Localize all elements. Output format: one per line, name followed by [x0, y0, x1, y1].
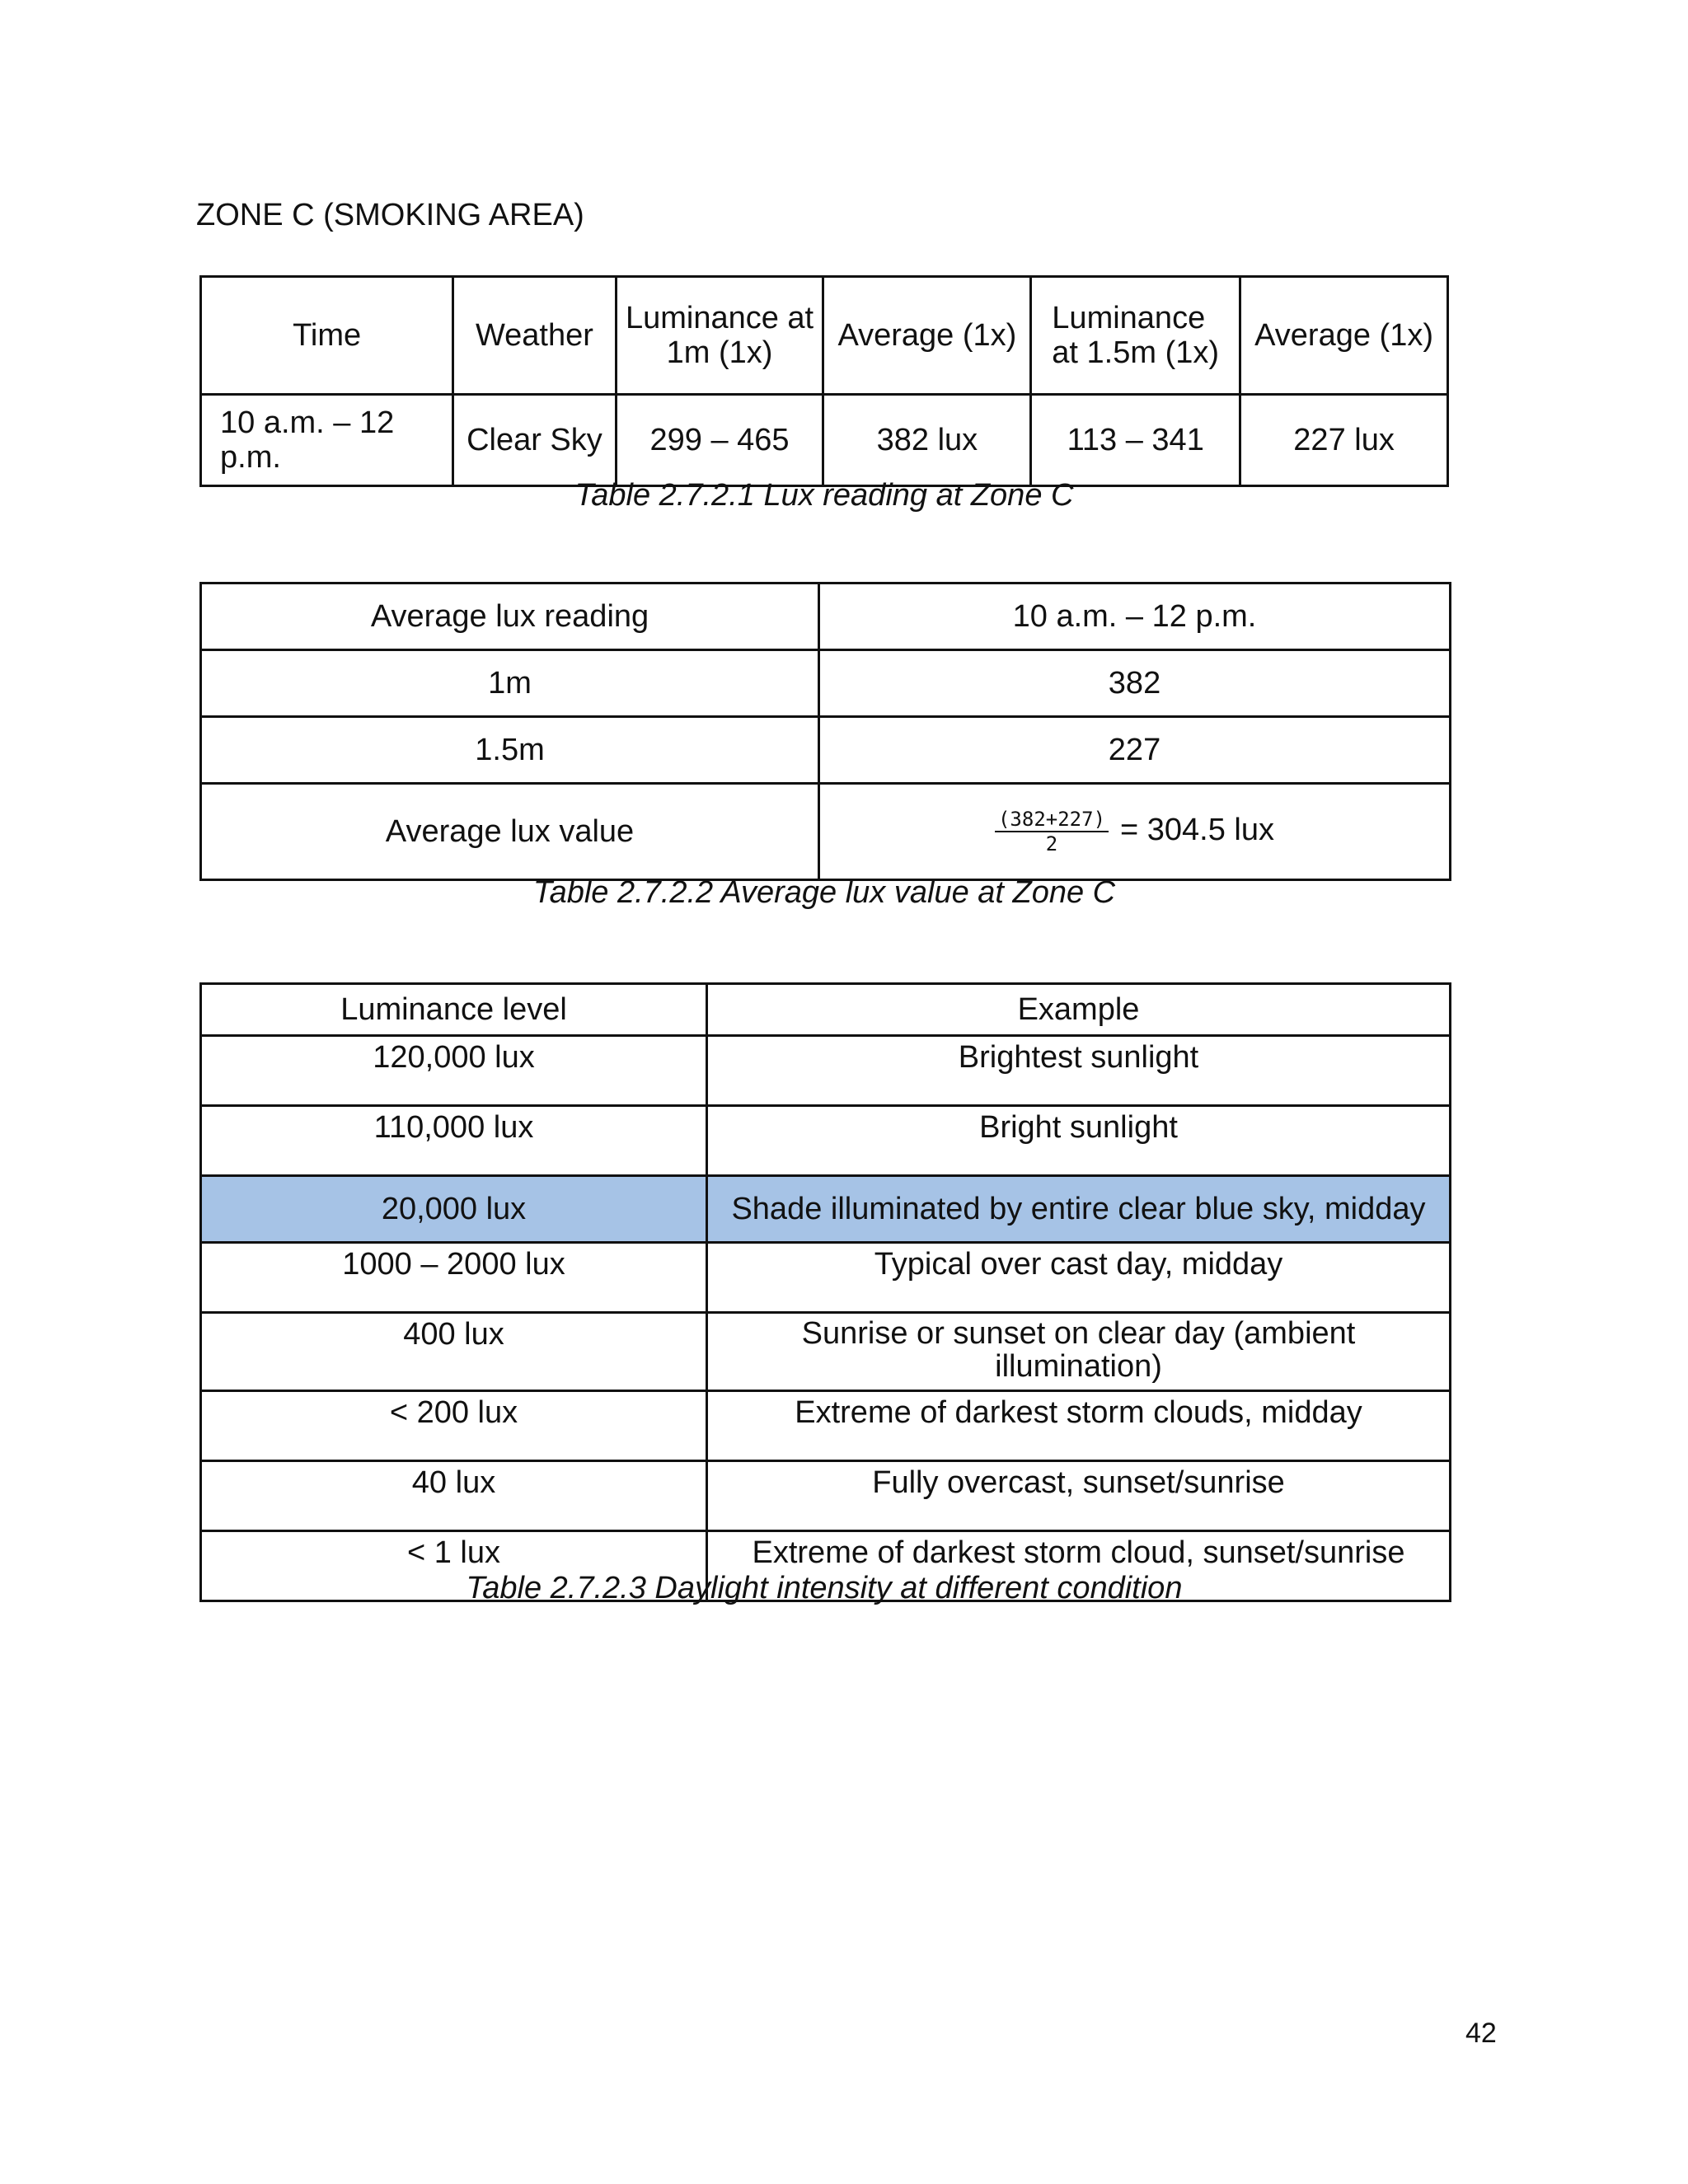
cell-average-1m: 382 lux	[823, 395, 1031, 486]
cell-average-lux-formula	[819, 784, 1451, 880]
cell-level: 40 lux	[201, 1461, 707, 1531]
table-caption-2: Table 2.7.2.2 Average lux value at Zone C	[532, 875, 1116, 910]
table-row	[201, 784, 1451, 880]
table-row	[201, 1391, 1451, 1461]
cell-example: Fully overcast, sunset/sunrise	[707, 1461, 1451, 1531]
fraction	[995, 808, 1109, 855]
section-heading: ZONE C (SMOKING AREA)	[196, 198, 584, 232]
cell-example: Shade illuminated by entire clear blue sky, midday	[707, 1176, 1451, 1243]
cell-example: Bright sunlight	[707, 1106, 1451, 1176]
page-number: 42	[1465, 2018, 1497, 2049]
fraction-numerator: (382+227)	[995, 808, 1109, 832]
average-result: = 304.5 lux	[1120, 813, 1275, 848]
cell-value: 227	[819, 717, 1451, 784]
header-time-range: 10 a.m. – 12 p.m.	[819, 583, 1451, 650]
cell-example: Typical over cast day, midday	[707, 1243, 1451, 1313]
header-luminance-level: Luminance level	[201, 984, 707, 1036]
daylight-intensity-table	[199, 982, 1451, 1602]
cell-level: 110,000 lux	[201, 1106, 707, 1176]
table-row	[201, 1313, 1451, 1391]
fraction-denominator: 2	[1045, 832, 1058, 855]
table-header-row	[201, 277, 1448, 395]
cell-level: 400 lux	[201, 1313, 707, 1391]
header-weather: Weather	[453, 277, 616, 395]
cell-level: 1000 – 2000 lux	[201, 1243, 707, 1313]
header-time: Time	[201, 277, 453, 395]
header-average-lux-reading: Average lux reading	[201, 583, 819, 650]
cell-luminance-1-5m: 113 – 341	[1031, 395, 1240, 486]
header-average-1-5m: Average (1x)	[1240, 277, 1448, 395]
table-header-row	[201, 984, 1451, 1036]
cell-luminance-1m: 299 – 465	[616, 395, 823, 486]
header-luminance-1m: Luminance at 1m (1x)	[616, 277, 823, 395]
table-row	[201, 717, 1451, 784]
cell-example: Sunrise or sunset on clear day (ambient illumination)	[707, 1313, 1451, 1391]
table-row-highlighted	[201, 1176, 1451, 1243]
cell-example: Extreme of darkest storm clouds, midday	[707, 1391, 1451, 1461]
cell-average-lux-label: Average lux value	[201, 784, 819, 880]
cell-height: 1.5m	[201, 717, 819, 784]
cell-level: < 1 lux	[201, 1531, 707, 1601]
table-row	[201, 1106, 1451, 1176]
cell-time: 10 a.m. – 12 p.m.	[201, 395, 453, 486]
table-row	[201, 650, 1451, 717]
cell-level: 120,000 lux	[201, 1036, 707, 1106]
table-row	[201, 395, 1448, 486]
lux-reading-table	[199, 275, 1449, 487]
cell-height: 1m	[201, 650, 819, 717]
cell-example: Extreme of darkest storm cloud, sunset/sunrise	[707, 1531, 1451, 1601]
cell-average-1-5m: 227 lux	[1240, 395, 1448, 486]
table-row	[201, 1461, 1451, 1531]
table-row	[201, 1036, 1451, 1106]
table-header-row	[201, 583, 1451, 650]
cell-level: 20,000 lux	[201, 1176, 707, 1243]
header-luminance-1-5m: Luminance at 1.5m (1x)	[1031, 277, 1240, 395]
table-caption-1: Table 2.7.2.1 Lux reading at Zone C	[574, 478, 1074, 513]
cell-example: Brightest sunlight	[707, 1036, 1451, 1106]
header-average-1m: Average (1x)	[823, 277, 1031, 395]
average-lux-table	[199, 582, 1451, 881]
cell-value: 382	[819, 650, 1451, 717]
cell-level: < 200 lux	[201, 1391, 707, 1461]
header-example: Example	[707, 984, 1451, 1036]
cell-weather: Clear Sky	[453, 395, 616, 486]
table-caption-3: Table 2.7.2.3 Daylight intensity at different condition	[466, 1571, 1183, 1605]
table-row	[201, 1243, 1451, 1313]
